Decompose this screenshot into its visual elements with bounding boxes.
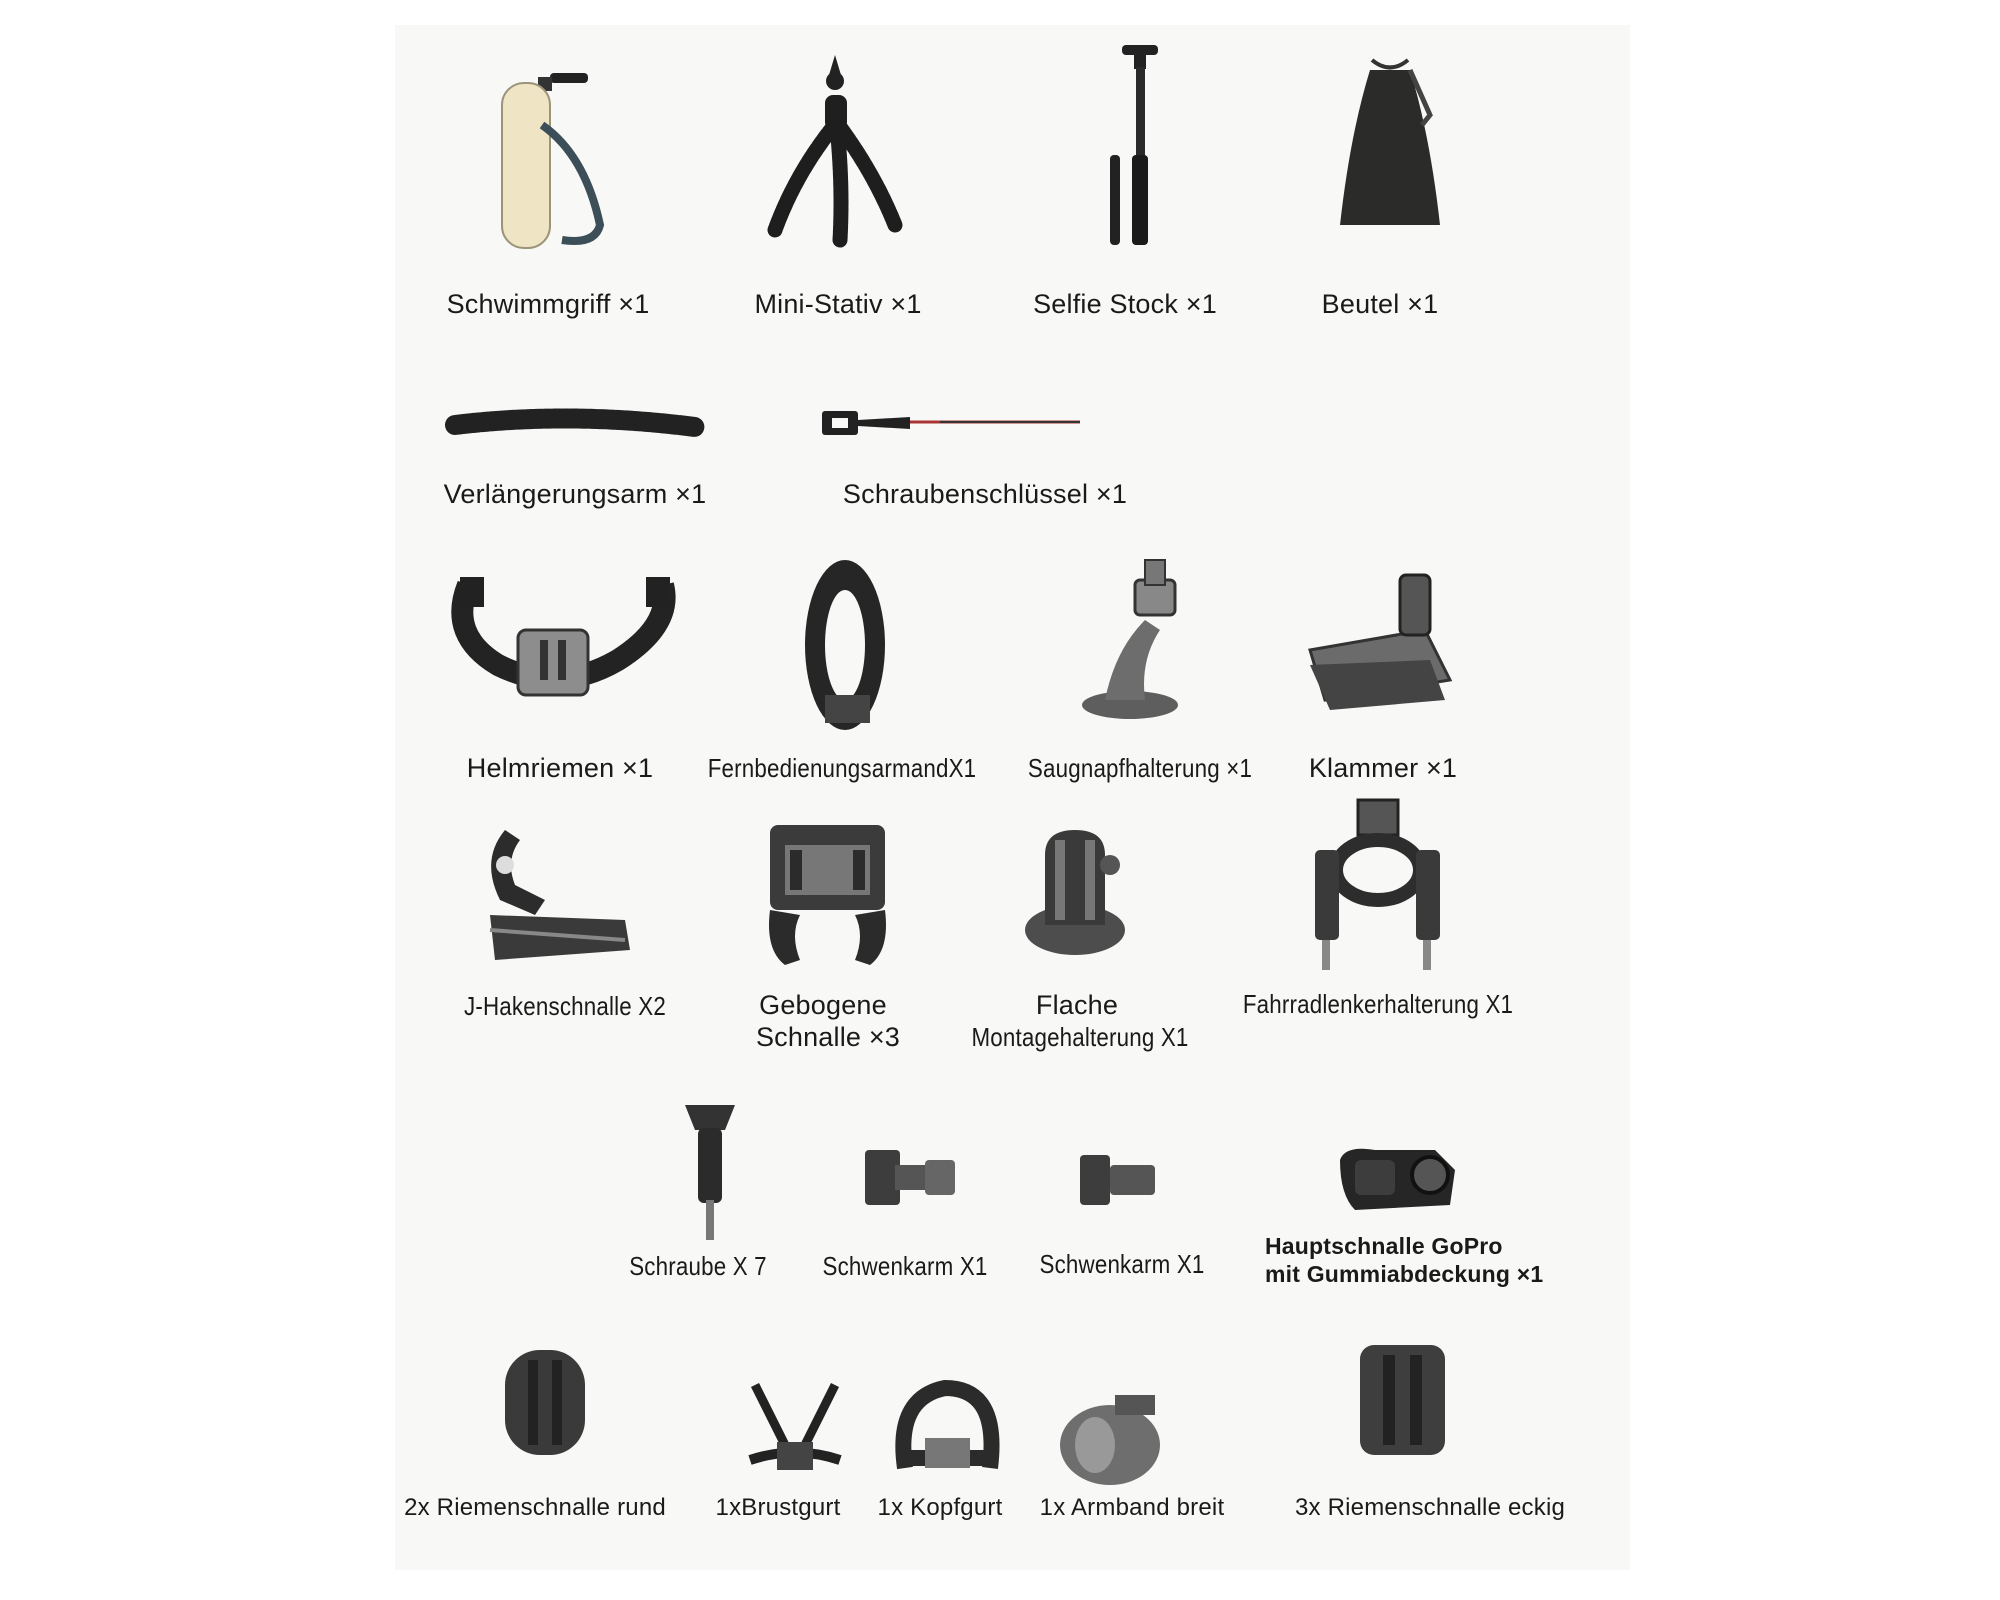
square-buckle-label: 3x Riemenschnalle eckig [1294, 1494, 1566, 1521]
main-buckle-image [1335, 1130, 1460, 1220]
main-buckle-label-2: mit Gummiabdeckung ×1 [1265, 1261, 1544, 1287]
j-hook-label: J-Hakenschnalle X2 [464, 991, 666, 1021]
main-buckle-label-1: Hauptschnalle GoPro [1265, 1233, 1503, 1259]
screw-label: Schraube X 7 [629, 1251, 767, 1281]
mini-tripod-image [765, 55, 905, 245]
curved-buckle-label-2: Schnalle ×3 [755, 1022, 901, 1052]
clip-label: Klammer ×1 [1308, 753, 1458, 783]
round-buckle-image [500, 1345, 590, 1460]
screw-image [680, 1100, 740, 1245]
wide-wristband-label: 1x Armband breit [1039, 1494, 1225, 1521]
remote-wristband-image [795, 555, 895, 735]
pouch-image [1330, 55, 1450, 230]
curved-buckle-image [760, 820, 895, 970]
selfie-stick-image [1100, 45, 1180, 255]
helmet-strap-image [448, 575, 678, 710]
selfie-stick-label: Selfie Stock ×1 [1033, 289, 1217, 319]
wide-wristband-image [1055, 1385, 1170, 1490]
suction-mount-label: Saugnapfhalterung ×1 [1027, 753, 1253, 783]
helmet-strap-label: Helmriemen ×1 [466, 753, 654, 783]
pouch-label: Beutel ×1 [1321, 289, 1439, 319]
chest-strap-label: 1xBrustgurt [715, 1494, 841, 1521]
extension-arm-image [450, 405, 700, 445]
suction-mount-image [1075, 560, 1195, 720]
wrench-image [820, 405, 1085, 441]
extension-arm-label: Verlängerungsarm ×1 [443, 479, 707, 509]
pivot-arm-1-label: Schwenkarm X1 [822, 1251, 988, 1281]
curved-buckle-label-1: Gebogene [759, 990, 887, 1020]
float-grip-image [490, 65, 615, 260]
float-grip-label: Schwimmgriff ×1 [446, 289, 650, 319]
pivot-arm-1-image [855, 1145, 960, 1210]
flat-mount-label-2: Montagehalterung X1 [971, 1022, 1189, 1052]
j-hook-image [475, 820, 635, 965]
square-buckle-image [1355, 1340, 1450, 1460]
head-strap-image [890, 1378, 1005, 1483]
flat-mount-image [1020, 825, 1135, 960]
pivot-arm-2-label: Schwenkarm X1 [1039, 1249, 1205, 1279]
mini-tripod-label: Mini-Stativ ×1 [754, 289, 922, 319]
clip-image [1305, 570, 1455, 720]
remote-wristband-label: FernbedienungsarmandX1 [707, 753, 977, 783]
round-buckle-label: 2x Riemenschnalle rund [404, 1494, 666, 1521]
handlebar-mount-label: Fahrradlenkerhalterung X1 [1242, 989, 1514, 1019]
wrench-label: Schraubenschlüssel ×1 [842, 479, 1128, 509]
pivot-arm-2-image [1075, 1150, 1160, 1210]
handlebar-mount-image [1310, 800, 1445, 975]
flat-mount-label-1: Flache [1035, 990, 1119, 1020]
chest-strap-image [745, 1380, 845, 1485]
head-strap-label: 1x Kopfgurt [877, 1494, 1003, 1521]
